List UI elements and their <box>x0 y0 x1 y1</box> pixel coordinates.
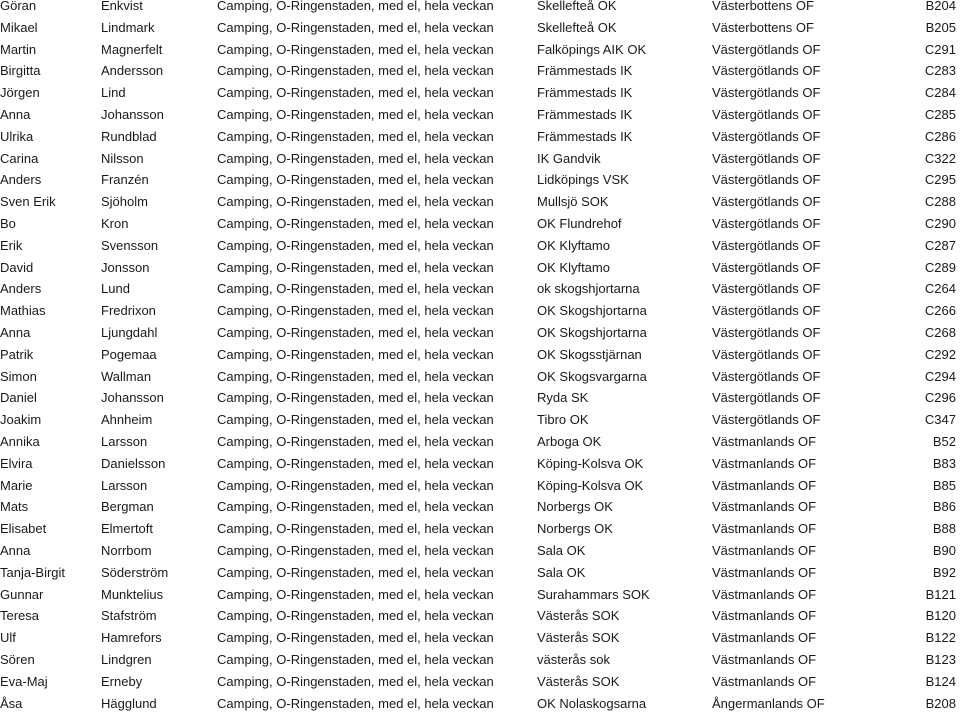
first-name-cell: Anna <box>0 104 101 126</box>
last-name-cell: Kron <box>101 213 217 235</box>
district-cell: Västergötlands OF <box>712 278 912 300</box>
code-cell: C291 <box>912 39 960 61</box>
district-cell: Västergötlands OF <box>712 82 912 104</box>
first-name-cell: Eva-Maj <box>0 671 101 693</box>
last-name-cell: Andersson <box>101 60 217 82</box>
table-row <box>0 584 960 606</box>
club-cell: OK Skogsvargarna <box>537 366 712 388</box>
code-cell: C264 <box>912 278 960 300</box>
table-row <box>0 235 960 257</box>
district-cell: Västergötlands OF <box>712 300 912 322</box>
code-cell: B86 <box>912 496 960 518</box>
last-name-cell: Jonsson <box>101 257 217 279</box>
table-row <box>0 627 960 649</box>
code-cell: B124 <box>912 671 960 693</box>
housing-cell: Camping, O-Ringenstaden, med el, hela veckan <box>217 344 537 366</box>
housing-cell: Camping, O-Ringenstaden, med el, hela veckan <box>217 475 537 497</box>
first-name-cell: Anna <box>0 540 101 562</box>
district-cell: Västergötlands OF <box>712 148 912 170</box>
first-name-cell: Anders <box>0 169 101 191</box>
housing-cell: Camping, O-Ringenstaden, med el, hela veckan <box>217 627 537 649</box>
table-row <box>0 453 960 475</box>
table-row <box>0 104 960 126</box>
code-cell: C290 <box>912 213 960 235</box>
code-cell: B121 <box>912 584 960 606</box>
district-cell: Västmanlands OF <box>712 518 912 540</box>
housing-cell: Camping, O-Ringenstaden, med el, hela veckan <box>217 409 537 431</box>
last-name-cell: Stafström <box>101 605 217 627</box>
housing-cell: Camping, O-Ringenstaden, med el, hela veckan <box>217 300 537 322</box>
last-name-cell: Munktelius <box>101 584 217 606</box>
first-name-cell: Gunnar <box>0 584 101 606</box>
district-cell: Västergötlands OF <box>712 322 912 344</box>
last-name-cell: Pogemaa <box>101 344 217 366</box>
club-cell: OK Skogsstjärnan <box>537 344 712 366</box>
club-cell: Tibro OK <box>537 409 712 431</box>
last-name-cell: Johansson <box>101 387 217 409</box>
table-row <box>0 278 960 300</box>
first-name-cell: Daniel <box>0 387 101 409</box>
last-name-cell: Wallman <box>101 366 217 388</box>
code-cell: C268 <box>912 322 960 344</box>
code-cell: C287 <box>912 235 960 257</box>
first-name-cell: Carina <box>0 148 101 170</box>
first-name-cell: Patrik <box>0 344 101 366</box>
club-cell: Sala OK <box>537 562 712 584</box>
last-name-cell: Sjöholm <box>101 191 217 213</box>
housing-cell: Camping, O-Ringenstaden, med el, hela veckan <box>217 278 537 300</box>
first-name-cell: Jörgen <box>0 82 101 104</box>
last-name-cell: Fredrixon <box>101 300 217 322</box>
housing-cell: Camping, O-Ringenstaden, med el, hela veckan <box>217 17 537 39</box>
club-cell: Främmestads IK <box>537 60 712 82</box>
last-name-cell: Lund <box>101 278 217 300</box>
table-row <box>0 82 960 104</box>
housing-cell: Camping, O-Ringenstaden, med el, hela veckan <box>217 649 537 671</box>
housing-cell: Camping, O-Ringenstaden, med el, hela veckan <box>217 671 537 693</box>
housing-cell: Camping, O-Ringenstaden, med el, hela veckan <box>217 126 537 148</box>
table-row <box>0 605 960 627</box>
first-name-cell: Mats <box>0 496 101 518</box>
housing-cell: Camping, O-Ringenstaden, med el, hela veckan <box>217 431 537 453</box>
table-row <box>0 671 960 693</box>
last-name-cell: Enkvist <box>101 0 217 17</box>
district-cell: Västerbottens OF <box>712 0 912 17</box>
housing-cell: Camping, O-Ringenstaden, med el, hela veckan <box>217 235 537 257</box>
club-cell: OK Flundrehof <box>537 213 712 235</box>
table-row <box>0 191 960 213</box>
club-cell: Främmestads IK <box>537 82 712 104</box>
district-cell: Västergötlands OF <box>712 60 912 82</box>
housing-cell: Camping, O-Ringenstaden, med el, hela veckan <box>217 605 537 627</box>
first-name-cell: Åsa <box>0 693 101 714</box>
code-cell: B204 <box>912 0 960 17</box>
last-name-cell: Hamrefors <box>101 627 217 649</box>
housing-cell: Camping, O-Ringenstaden, med el, hela veckan <box>217 496 537 518</box>
code-cell: C285 <box>912 104 960 126</box>
club-cell: Främmestads IK <box>537 104 712 126</box>
club-cell: Lidköpings VSK <box>537 169 712 191</box>
first-name-cell: Teresa <box>0 605 101 627</box>
housing-cell: Camping, O-Ringenstaden, med el, hela veckan <box>217 60 537 82</box>
code-cell: C295 <box>912 169 960 191</box>
table-row <box>0 431 960 453</box>
last-name-cell: Danielsson <box>101 453 217 475</box>
district-cell: Västmanlands OF <box>712 475 912 497</box>
table-row <box>0 0 960 17</box>
district-cell: Västergötlands OF <box>712 169 912 191</box>
housing-cell: Camping, O-Ringenstaden, med el, hela veckan <box>217 584 537 606</box>
housing-cell: Camping, O-Ringenstaden, med el, hela veckan <box>217 148 537 170</box>
club-cell: Sala OK <box>537 540 712 562</box>
code-cell: B205 <box>912 17 960 39</box>
district-cell: Västergötlands OF <box>712 213 912 235</box>
code-cell: B90 <box>912 540 960 562</box>
club-cell: Arboga OK <box>537 431 712 453</box>
first-name-cell: Elvira <box>0 453 101 475</box>
housing-cell: Camping, O-Ringenstaden, med el, hela veckan <box>217 322 537 344</box>
code-cell: B88 <box>912 518 960 540</box>
code-cell: C283 <box>912 60 960 82</box>
last-name-cell: Hägglund <box>101 693 217 714</box>
code-cell: C296 <box>912 387 960 409</box>
club-cell: IK Gandvik <box>537 148 712 170</box>
code-cell: B83 <box>912 453 960 475</box>
table-row <box>0 366 960 388</box>
district-cell: Västmanlands OF <box>712 431 912 453</box>
last-name-cell: Lindgren <box>101 649 217 671</box>
table-row <box>0 39 960 61</box>
housing-cell: Camping, O-Ringenstaden, med el, hela veckan <box>217 518 537 540</box>
housing-cell: Camping, O-Ringenstaden, med el, hela veckan <box>217 82 537 104</box>
code-cell: C266 <box>912 300 960 322</box>
district-cell: Västergötlands OF <box>712 344 912 366</box>
district-cell: Västergötlands OF <box>712 257 912 279</box>
table-row <box>0 148 960 170</box>
code-cell: B52 <box>912 431 960 453</box>
club-cell: Västerås SOK <box>537 627 712 649</box>
first-name-cell: Erik <box>0 235 101 257</box>
last-name-cell: Johansson <box>101 104 217 126</box>
housing-cell: Camping, O-Ringenstaden, med el, hela veckan <box>217 191 537 213</box>
club-cell: Surahammars SOK <box>537 584 712 606</box>
district-cell: Västergötlands OF <box>712 366 912 388</box>
district-cell: Västmanlands OF <box>712 649 912 671</box>
table-row <box>0 60 960 82</box>
table-row <box>0 213 960 235</box>
housing-cell: Camping, O-Ringenstaden, med el, hela veckan <box>217 213 537 235</box>
housing-cell: Camping, O-Ringenstaden, med el, hela veckan <box>217 540 537 562</box>
club-cell: Mullsjö SOK <box>537 191 712 213</box>
district-cell: Västergötlands OF <box>712 235 912 257</box>
club-cell: Norbergs OK <box>537 496 712 518</box>
first-name-cell: Mikael <box>0 17 101 39</box>
last-name-cell: Elmertoft <box>101 518 217 540</box>
code-cell: B120 <box>912 605 960 627</box>
last-name-cell: Larsson <box>101 431 217 453</box>
first-name-cell: Anna <box>0 322 101 344</box>
club-cell: OK Nolaskogsarna <box>537 693 712 714</box>
club-cell: OK Klyftamo <box>537 257 712 279</box>
first-name-cell: Tanja-Birgit <box>0 562 101 584</box>
housing-cell: Camping, O-Ringenstaden, med el, hela veckan <box>217 387 537 409</box>
district-cell: Ångermanlands OF <box>712 693 912 714</box>
district-cell: Västmanlands OF <box>712 540 912 562</box>
first-name-cell: David <box>0 257 101 279</box>
code-cell: B122 <box>912 627 960 649</box>
first-name-cell: Mathias <box>0 300 101 322</box>
club-cell: OK Klyftamo <box>537 235 712 257</box>
district-cell: Västmanlands OF <box>712 453 912 475</box>
table-row <box>0 257 960 279</box>
first-name-cell: Göran <box>0 0 101 17</box>
housing-cell: Camping, O-Ringenstaden, med el, hela veckan <box>217 39 537 61</box>
district-cell: Västergötlands OF <box>712 39 912 61</box>
first-name-cell: Sören <box>0 649 101 671</box>
code-cell: C322 <box>912 148 960 170</box>
last-name-cell: Ljungdahl <box>101 322 217 344</box>
code-cell: B208 <box>912 693 960 714</box>
code-cell: C286 <box>912 126 960 148</box>
club-cell: Skellefteå OK <box>537 0 712 17</box>
last-name-cell: Svensson <box>101 235 217 257</box>
code-cell: C294 <box>912 366 960 388</box>
table-row <box>0 518 960 540</box>
club-cell: västerås sok <box>537 649 712 671</box>
first-name-cell: Simon <box>0 366 101 388</box>
club-cell: Västerås SOK <box>537 671 712 693</box>
code-cell: C292 <box>912 344 960 366</box>
table-row <box>0 693 960 714</box>
district-cell: Västergötlands OF <box>712 191 912 213</box>
club-cell: Falköpings AIK OK <box>537 39 712 61</box>
club-cell: ok skogshjortarna <box>537 278 712 300</box>
club-cell: Köping-Kolsva OK <box>537 453 712 475</box>
housing-cell: Camping, O-Ringenstaden, med el, hela veckan <box>217 366 537 388</box>
district-cell: Västmanlands OF <box>712 496 912 518</box>
table-row <box>0 300 960 322</box>
table-row <box>0 540 960 562</box>
district-cell: Västmanlands OF <box>712 627 912 649</box>
district-cell: Västmanlands OF <box>712 671 912 693</box>
last-name-cell: Ahnheim <box>101 409 217 431</box>
table-row <box>0 322 960 344</box>
club-cell: OK Skogshjortarna <box>537 322 712 344</box>
housing-cell: Camping, O-Ringenstaden, med el, hela veckan <box>217 0 537 17</box>
first-name-cell: Ulrika <box>0 126 101 148</box>
housing-cell: Camping, O-Ringenstaden, med el, hela veckan <box>217 257 537 279</box>
last-name-cell: Lind <box>101 82 217 104</box>
first-name-cell: Ulf <box>0 627 101 649</box>
district-cell: Västergötlands OF <box>712 126 912 148</box>
club-cell: Främmestads IK <box>537 126 712 148</box>
first-name-cell: Annika <box>0 431 101 453</box>
code-cell: C284 <box>912 82 960 104</box>
district-cell: Västergötlands OF <box>712 387 912 409</box>
first-name-cell: Sven Erik <box>0 191 101 213</box>
district-cell: Västmanlands OF <box>712 562 912 584</box>
last-name-cell: Söderström <box>101 562 217 584</box>
last-name-cell: Bergman <box>101 496 217 518</box>
club-cell: Västerås SOK <box>537 605 712 627</box>
first-name-cell: Joakim <box>0 409 101 431</box>
club-cell: Norbergs OK <box>537 518 712 540</box>
club-cell: Ryda SK <box>537 387 712 409</box>
district-cell: Västergötlands OF <box>712 104 912 126</box>
district-cell: Västmanlands OF <box>712 605 912 627</box>
table-row <box>0 344 960 366</box>
club-cell: Köping-Kolsva OK <box>537 475 712 497</box>
district-cell: Västmanlands OF <box>712 584 912 606</box>
last-name-cell: Lindmark <box>101 17 217 39</box>
first-name-cell: Martin <box>0 39 101 61</box>
code-cell: B92 <box>912 562 960 584</box>
club-cell: OK Skogshjortarna <box>537 300 712 322</box>
housing-cell: Camping, O-Ringenstaden, med el, hela veckan <box>217 562 537 584</box>
table-row <box>0 475 960 497</box>
housing-cell: Camping, O-Ringenstaden, med el, hela veckan <box>217 104 537 126</box>
code-cell: C347 <box>912 409 960 431</box>
table-row <box>0 562 960 584</box>
table-row <box>0 496 960 518</box>
last-name-cell: Norrbom <box>101 540 217 562</box>
last-name-cell: Rundblad <box>101 126 217 148</box>
club-cell: Skellefteå OK <box>537 17 712 39</box>
district-cell: Västerbottens OF <box>712 17 912 39</box>
first-name-cell: Elisabet <box>0 518 101 540</box>
last-name-cell: Franzén <box>101 169 217 191</box>
last-name-cell: Erneby <box>101 671 217 693</box>
first-name-cell: Anders <box>0 278 101 300</box>
table-row <box>0 169 960 191</box>
housing-cell: Camping, O-Ringenstaden, med el, hela veckan <box>217 169 537 191</box>
code-cell: B85 <box>912 475 960 497</box>
code-cell: C288 <box>912 191 960 213</box>
housing-cell: Camping, O-Ringenstaden, med el, hela veckan <box>217 453 537 475</box>
table-row <box>0 387 960 409</box>
housing-cell: Camping, O-Ringenstaden, med el, hela veckan <box>217 693 537 714</box>
last-name-cell: Larsson <box>101 475 217 497</box>
table-row <box>0 126 960 148</box>
table-row <box>0 17 960 39</box>
district-cell: Västergötlands OF <box>712 409 912 431</box>
last-name-cell: Magnerfelt <box>101 39 217 61</box>
last-name-cell: Nilsson <box>101 148 217 170</box>
table-row <box>0 649 960 671</box>
code-cell: B123 <box>912 649 960 671</box>
first-name-cell: Bo <box>0 213 101 235</box>
table-row <box>0 409 960 431</box>
code-cell: C289 <box>912 257 960 279</box>
first-name-cell: Birgitta <box>0 60 101 82</box>
first-name-cell: Marie <box>0 475 101 497</box>
